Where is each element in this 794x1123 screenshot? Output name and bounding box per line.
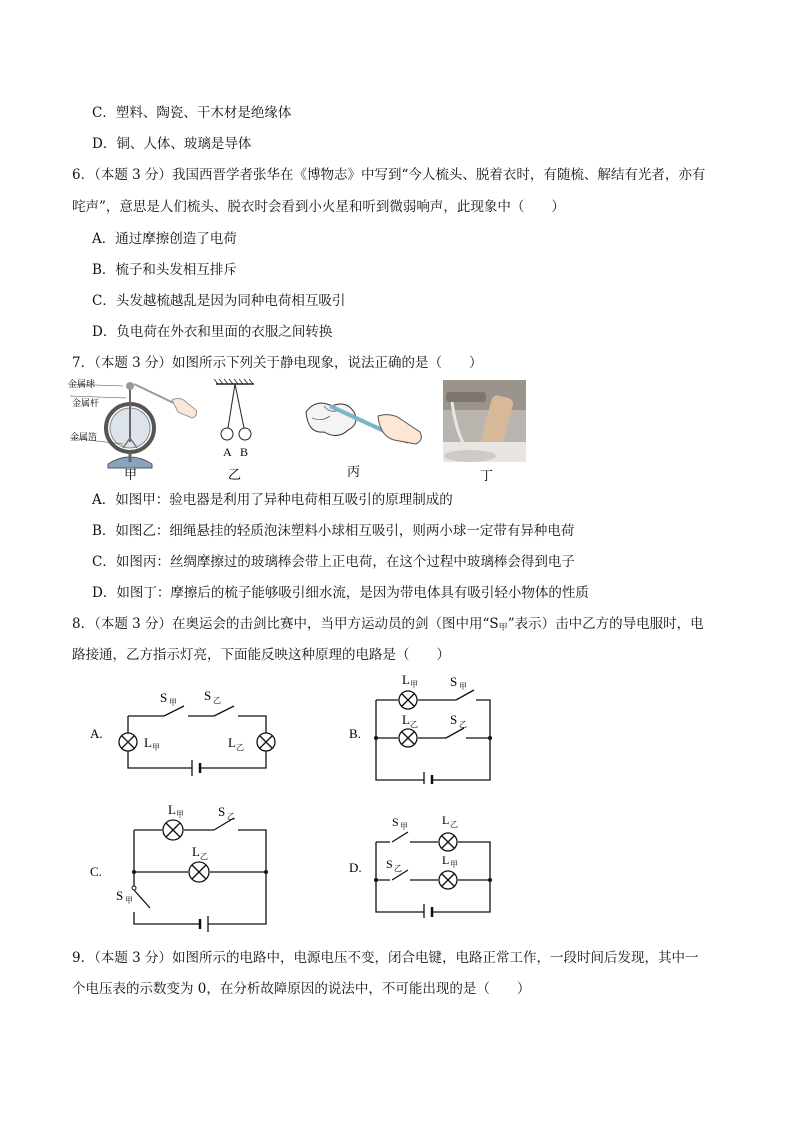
q7-option-a: A．如图甲：验电器是利用了异种电荷相互吸引的原理制成的 — [92, 492, 453, 508]
b-switch-jia-sub: 甲 — [459, 682, 467, 691]
c-lamp-jia-label: L — [168, 802, 176, 817]
q8-stem-line2: 路接通，乙方指示灯亮，下面能反映这种原理的电路是（ ） — [72, 647, 450, 663]
comb-water-photo — [443, 380, 526, 462]
lamp-l-yi-sub: 乙 — [236, 743, 244, 752]
electroscope-figure — [68, 382, 197, 468]
b-lamp-yi-sub: 乙 — [410, 720, 418, 729]
q9-stem-line1: 9．（本题 3 分）如图所示的电路中，电源电压不变，闭合电键，电路正常工作，一段时间后发现，其中一 — [72, 950, 699, 966]
b-lamp-yi-label: L — [402, 712, 410, 727]
circuit-a — [88, 680, 288, 780]
q6-option-a: A．通过摩擦创造了电荷 — [92, 231, 237, 247]
q6-stem-line2: 咤声”，意思是人们梳头、脱衣时会看到小火星和听到微弱响声，此现象中（ ） — [72, 199, 565, 215]
b-switch-yi-label: S — [450, 712, 458, 727]
lamp-l-jia-label: L — [144, 735, 152, 750]
switch-s-yi-label: S — [204, 688, 212, 703]
label-metal-ball: 金属球 — [68, 379, 96, 389]
d-switch-jia-sub: 甲 — [400, 822, 408, 831]
d-switch-jia-label: S — [392, 815, 399, 829]
c-lamp-yi-sub: 乙 — [200, 852, 208, 861]
d-lamp-jia-label: L — [442, 853, 450, 867]
caption-yi: 乙 — [228, 467, 242, 482]
c-switch-yi-sub: 乙 — [227, 812, 235, 821]
rubbing-rod-figure — [306, 403, 421, 444]
q6-stem-line1: 6．（本题 3 分）我国西晋学者张华在《博物志》中写到“今人梳头、脱着衣时，有随梳、解结有光者，亦有 — [72, 167, 706, 183]
d-lamp-jia-sub: 甲 — [450, 860, 458, 869]
b-switch-yi-sub: 乙 — [459, 720, 467, 729]
c-lamp-jia-sub: 甲 — [176, 810, 184, 819]
q9-stem-line2: 个电压表的示数变为 0，在分析故障原因的说法中，不可能出现的是（ ） — [72, 981, 531, 997]
option-label-b: B. — [349, 726, 361, 741]
circuit-b — [346, 668, 506, 784]
b-switch-jia-label: S — [450, 674, 458, 689]
d-switch-yi-label: S — [386, 857, 393, 871]
q7-stem: 7．（本题 3 分）如图所示下列关于静电现象，说法正确的是（ ） — [72, 355, 483, 371]
d-lamp-yi-sub: 乙 — [450, 820, 458, 829]
c-lamp-yi-label: L — [192, 844, 200, 859]
switch-s-jia-label: S — [160, 690, 168, 705]
b-lamp-jia-sub: 甲 — [410, 680, 418, 689]
label-metal-rod: 金属杆 — [72, 398, 100, 408]
q8-stem-line1: 8．（本题 3 分）在奥运会的击剑比赛中，当甲方运动员的剑（图中用“$S_甲$”表示）击中乙方的导电服时，电 — [72, 616, 704, 633]
option-label-d: D. — [349, 860, 362, 875]
label-metal-foil: 金属箔 — [70, 432, 98, 442]
d-switch-yi-sub: 乙 — [394, 864, 402, 873]
lamp-l-yi-label: L — [228, 735, 236, 750]
q6-option-d: D．负电荷在外衣和里面的衣服之间转换 — [92, 324, 333, 340]
q7-option-c: C．如图丙：丝绸摩擦过的玻璃棒会带上正电荷，在这个过程中玻璃棒会得到电子 — [92, 554, 575, 570]
ball-b-label: B — [240, 445, 249, 459]
switch-s-jia-sub: 甲 — [169, 698, 177, 707]
q5-option-d: D．铜、人体、玻璃是导体 — [92, 136, 252, 152]
circuit-c — [88, 796, 288, 936]
caption-ding: 丁 — [480, 468, 494, 483]
c-switch-jia-label: S — [116, 888, 124, 903]
b-lamp-jia-label: L — [402, 672, 410, 687]
q6-option-b: B．梳子和头发相互排斥 — [92, 262, 237, 278]
q7-figure — [68, 376, 538, 484]
circuit-d — [346, 808, 506, 918]
q7-option-d: D．如图丁：摩擦后的梳子能够吸引细水流，是因为带电体具有吸引轻小物体的性质 — [92, 585, 589, 601]
q7-option-b: B．如图乙：细绳悬挂的轻质泡沫塑料小球相互吸引，则两小球一定带有异种电荷 — [92, 523, 575, 539]
switch-s-yi-sub: 乙 — [213, 696, 221, 705]
option-label-a: A. — [90, 726, 103, 741]
c-switch-yi-label: S — [218, 804, 226, 819]
caption-jia: 甲 — [124, 467, 138, 482]
lamp-l-jia-sub: 甲 — [152, 743, 160, 752]
option-label-c: C. — [90, 864, 102, 879]
caption-bing: 丙 — [347, 464, 361, 479]
d-lamp-yi-label: L — [442, 813, 450, 827]
ball-a-label: A — [223, 445, 232, 459]
c-switch-jia-sub: 甲 — [125, 896, 133, 905]
q5-option-c: C．塑料、陶瓷、干木材是绝缘体 — [92, 105, 292, 121]
q6-option-c: C．头发越梳越乱是因为同种电荷相互吸引 — [92, 293, 346, 309]
hanging-balls-figure — [214, 379, 254, 440]
